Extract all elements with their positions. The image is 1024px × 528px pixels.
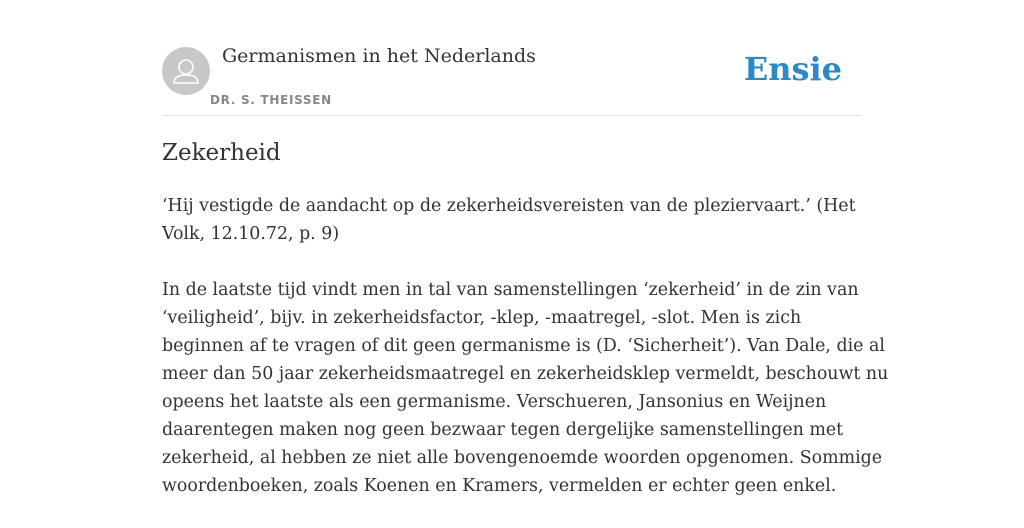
user-icon [162, 47, 210, 95]
author-name[interactable]: DR. S. THEISSEN [210, 93, 332, 107]
quote-line: ‘Hij vestigde de aandacht op de zekerheidsvereisten van de pleziervaart.’ (Het [162, 196, 856, 216]
body-paragraph [162, 276, 889, 500]
site-logo[interactable]: Ensie [743, 50, 842, 88]
header [162, 0, 862, 116]
entry-title: Zekerheid [162, 140, 281, 166]
body-line: beginnen af te vragen of dit geen germanisme is (D. ‘Sicherheit’). Van Dale, die al [162, 336, 885, 356]
entry-content [162, 192, 889, 528]
page [162, 0, 889, 496]
author-avatar[interactable] [162, 47, 210, 95]
body-line: opeens het laatste als een germanisme. Verschueren, Jansonius en Weijnen [162, 392, 827, 412]
body-line: daarentegen maken nog geen bezwaar tegen dergelijke samenstellingen met [162, 420, 844, 440]
body-line: zekerheid, al hebben ze niet alle bovengenoemde woorden opgenomen. Sommige [162, 448, 883, 468]
quote-paragraph [162, 192, 862, 248]
body-line: In de laatste tijd vindt men in tal van samenstellingen ‘zekerheid’ in de zin van [162, 280, 859, 300]
body-line: meer dan 50 jaar zekerheidsmaatregel en zekerheidsklep vermeldt, beschouwt nu [162, 364, 889, 384]
quote-line: Volk, 12.10.72, p. 9) [162, 224, 340, 244]
body-line: ‘veiligheid’, bijv. in zekerheidsfactor, -klep, -maatregel, -slot. Men is zich [162, 308, 802, 328]
book-title[interactable]: Germanismen in het Nederlands [222, 45, 536, 67]
body-line: woordenboeken, zoals Koenen en Kramers, vermelden er echter geen enkel. [162, 476, 837, 496]
